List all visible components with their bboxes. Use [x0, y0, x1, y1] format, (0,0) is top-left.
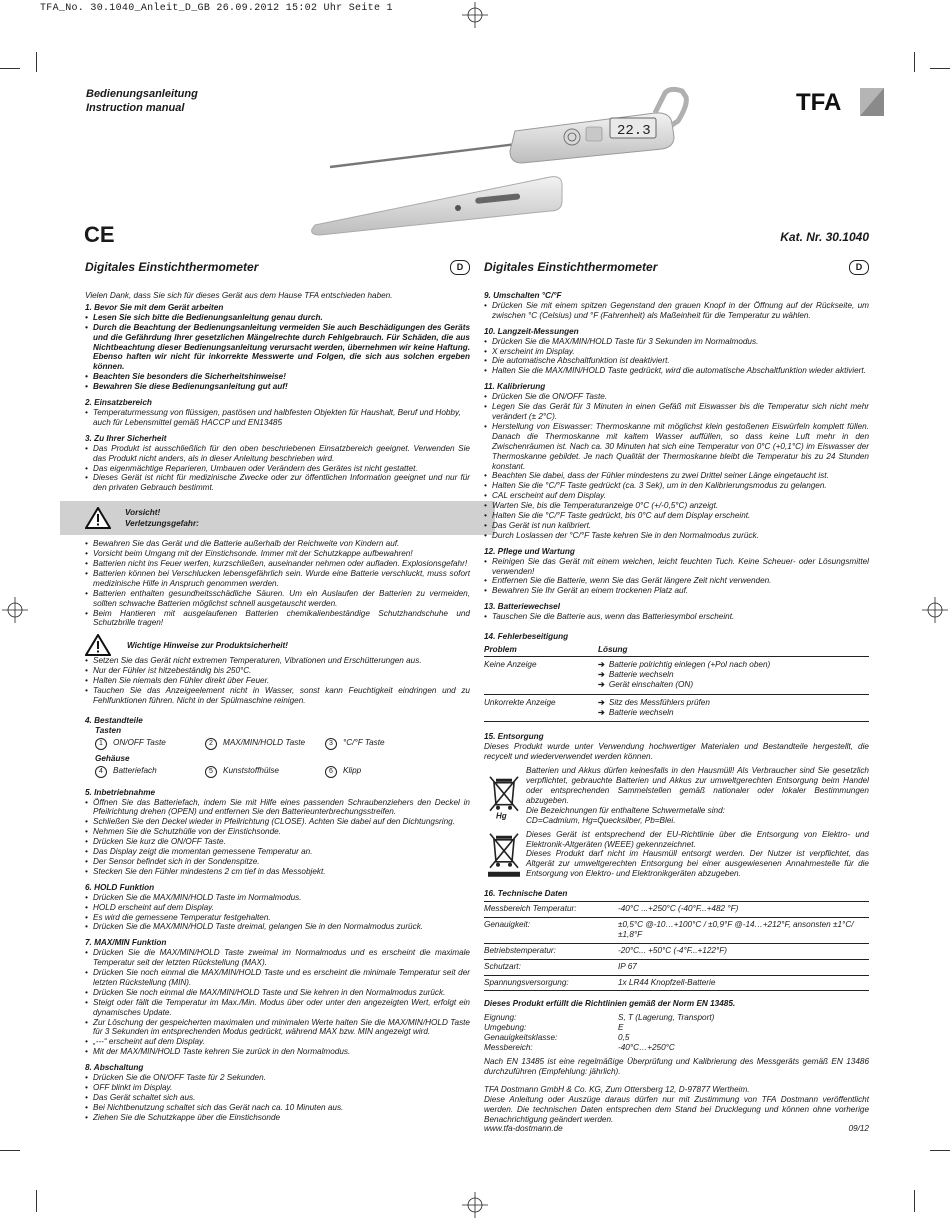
- product-image: [310, 85, 690, 245]
- solution-text: Batterie wechseln: [608, 707, 674, 717]
- table-cell: Messbereich Temperatur:: [484, 902, 618, 918]
- section-11-list: [484, 392, 869, 541]
- section-title: 5. Inbetriebnahme: [85, 787, 156, 797]
- section-title: 1. Bevor Sie mit dem Gerät arbeiten: [85, 302, 224, 312]
- battery-disposal-text: [526, 766, 869, 825]
- section-title: 10. Langzeit-Messungen: [484, 326, 579, 336]
- ce-mark: CE: [84, 222, 115, 247]
- manual-title-de: Bedienungsanleitung: [86, 88, 198, 100]
- list-item: • Nehmen Sie die Schutzhülle von der Einstichsonde.: [85, 827, 470, 837]
- list-item: • Tauschen Sie die Batterie aus, wenn das Batteriesymbol erscheint.: [484, 612, 869, 622]
- list-item: • Drücken Sie kurz die ON/OFF Taste.: [85, 837, 470, 847]
- list-item: • Entfernen Sie die Batterie, wenn Sie das Gerät längere Zeit nicht verwenden.: [484, 576, 869, 586]
- list-item: • HOLD erscheint auf dem Display.: [85, 903, 470, 913]
- warning-triangle-icon: [85, 507, 111, 529]
- list-item: • Batterien können bei Verschlucken lebensgefährlich sein. Wurde eine Batterie verschluckt, muss sofort medizinische Hilfe in Anspruch genommen werden.: [85, 569, 470, 589]
- list-item: • Das Produkt ist ausschließlich für den oben beschriebenen Einsatzbereich geeignet. Verwenden Sie das Produkt nicht anders, als in dieser Anleitung beschrieben wird.: [85, 444, 470, 464]
- caution-title: Vorsicht!: [125, 508, 161, 518]
- crossed-bin-icon: [484, 766, 526, 825]
- warning-triangle-icon: [85, 634, 111, 656]
- battery-text: Die Bezeichnungen für enthaltene Schwermetalle sind:: [526, 805, 725, 815]
- list-item: • Das Gerät ist nun kalibriert.: [484, 521, 869, 531]
- keys-list: [85, 738, 470, 750]
- section-1-list: [85, 313, 470, 392]
- list-item: • Beim Hantieren mit ausgelaufenen Batterien chemikalienbeständige Schutzhandschuhe und Schutzbrille tragen!: [85, 609, 470, 629]
- part-label: Batteriefach: [113, 765, 157, 775]
- norm-value: S, T (Lagerung, Transport): [618, 1013, 715, 1023]
- solution-line: [598, 670, 869, 680]
- catalog-number: Kat. Nr. 30.1040: [780, 230, 869, 244]
- product-display-reading: 22.3: [617, 123, 651, 139]
- weee-text: [526, 830, 869, 880]
- list-item: • „---“ erscheint auf dem Display.: [85, 1037, 470, 1047]
- list-item: • Es wird die gemessene Temperatur festgehalten.: [85, 913, 470, 923]
- list-item: • Halten Sie niemals den Fühler direkt über Feuer.: [85, 676, 470, 686]
- part-number: 3: [325, 738, 337, 750]
- list-item: • Halten Sie die °C/°F Taste gedrückt (ca. 3 Sek), um in den Kalibrierungsmodus zu gelangen.: [484, 481, 869, 491]
- list-item: • Drücken Sie die MAX/MIN/HOLD Taste zweimal im Normalmodus und es erscheint die maximale Temperatur seit der letzten Rückstellung (MAX).: [85, 948, 470, 968]
- part-item: [95, 738, 205, 750]
- weee-disposal: [484, 830, 869, 880]
- battery-disposal: [484, 766, 869, 825]
- table-cell: IP 67: [618, 959, 869, 975]
- table-cell: Schutzart:: [484, 959, 618, 975]
- arrow-icon: ➔: [598, 697, 605, 707]
- section-title: 13. Batteriewechsel: [484, 602, 561, 612]
- list-item: • Drücken Sie die MAX/MIN/HOLD Taste dreimal, gelangen Sie in den Normalmodus zurück.: [85, 922, 470, 932]
- norm-value: E: [618, 1023, 624, 1033]
- list-item: • Setzen Sie das Gerät nicht extremen Temperaturen, Vibrationen und Erschütterungen aus.: [85, 656, 470, 666]
- caution-subtitle: Verletzungsgefahr:: [125, 519, 199, 529]
- language-badge: D: [450, 260, 470, 275]
- list-item: • Beachten Sie besonders die Sicherheitshinweise!: [85, 372, 470, 382]
- solution-line: [598, 698, 869, 708]
- list-item: • Das Gerät schaltet sich aus.: [85, 1093, 470, 1103]
- weee-bin-icon: [484, 830, 526, 880]
- solution-text: Batterie polrichtig einlegen (+Pol nach oben): [608, 659, 771, 669]
- section-title: 7. MAX/MIN Funktion: [85, 938, 167, 948]
- list-item: • Steigt oder fällt die Temperatur im Max./Min. Modus über oder unter den angezeigten Wert, erfolgt ein dynamisches Update.: [85, 998, 470, 1018]
- right-title: [484, 260, 869, 275]
- list-item: • Durch Loslassen der °C/°F Taste kehren Sie in den Normalmodus zurück.: [484, 531, 869, 541]
- part-item: [95, 766, 205, 778]
- section-13-list: [484, 612, 869, 622]
- norm-value: -40°C…+250°C: [618, 1043, 675, 1053]
- list-item: • Das eigenmächtige Reparieren, Umbauen oder Verändern des Gerätes ist nicht gestattet.: [85, 464, 470, 474]
- section-title: 11. Kalibrierung: [484, 382, 546, 392]
- table-cell: -40°C ...+250°C (-40°F...+482 °F): [618, 902, 869, 918]
- norm-title: Dieses Produkt erfüllt die Richtlinien gemäß der Norm EN 13485.: [484, 999, 736, 1009]
- list-item: • Die automatische Abschaltfunktion ist deaktiviert.: [484, 356, 869, 366]
- part-label: ON/OFF Taste: [113, 737, 166, 747]
- company-address: TFA Dostmann GmbH & Co. KG, Zum Ottersberg 12, D-97877 Wertheim.: [484, 1084, 750, 1094]
- case-label: Gehäuse: [95, 753, 130, 763]
- list-item: • Zur Löschung der gespeicherten maximalen und minimalen Werte halten Sie die MAX/MIN/HOLD Taste für 3 Sekunden im entsprechenden Modus gedrückt, während MAX bzw. MIN angezeigt wird.: [85, 1018, 470, 1038]
- list-item: • Drücken Sie die MAX/MIN/HOLD Taste im Normalmodus.: [85, 893, 470, 903]
- legal-notice: Diese Anleitung oder Auszüge daraus dürfen nur mit Zustimmung von TFA Dostmann veröffentlicht werden. Die technischen Daten entsprechen dem Stand bei Drucklegung und können ohne vorherige Benachrichtigung geändert werden.: [484, 1094, 869, 1124]
- list-item: • Drücken Sie noch einmal die MAX/MIN/HOLD Taste und Sie kehren in den Normalmodus zurück.: [85, 988, 470, 998]
- arrow-icon: ➔: [598, 669, 605, 679]
- print-header: TFA_No. 30.1040_Anleit_D_GB 26.09.2012 15:02 Uhr Seite 1: [40, 3, 393, 14]
- list-item: • Tauchen Sie das Anzeigeelement nicht in Wasser, sonst kann Feuchtigkeit eindringen und zu Fehlfunktionen führen. Nicht in der Spülmaschine reinigen.: [85, 686, 470, 706]
- tech-data-table: [484, 901, 869, 991]
- section-8-list: [85, 1073, 470, 1123]
- section-title: 15. Entsorgung: [484, 732, 544, 742]
- part-label: °C/°F Taste: [343, 737, 385, 747]
- section-title: 16. Technische Daten: [484, 889, 568, 899]
- table-row: [484, 975, 869, 991]
- part-item: [205, 738, 325, 750]
- list-item: • Öffnen Sie das Batteriefach, indem Sie mit Hilfe eines passenden Schraubenziehers den Deckel in Pfeilrichtung drehen (OPEN) und entfernen Sie den Batterieunterbrechungsstreifen.: [85, 798, 470, 818]
- list-item: • Drücken Sie mit einem spitzen Gegenstand den grauen Knopf in der Öffnung auf der Rückseite, um zwischen °C (Celsius) und °F (Fahrenheit) als Maßeinheit für die Temperatur zu wählen.: [484, 301, 869, 321]
- arrow-icon: ➔: [598, 659, 605, 669]
- table-cell: -20°C... +50°C (-4°F...+122°F): [618, 943, 869, 959]
- list-item: • Bewahren Sie diese Bedienungsanleitung gut auf!: [85, 382, 470, 392]
- left-column: [85, 260, 470, 1123]
- table-row: [484, 694, 869, 722]
- table-cell: Spannungsversorgung:: [484, 975, 618, 991]
- part-number: 6: [325, 766, 337, 778]
- list-item: • Reinigen Sie das Gerät mit einem weichen, leicht feuchten Tuch. Keine Scheuer- oder Lösungsmittel verwenden!: [484, 557, 869, 577]
- list-item: • Das Display zeigt die momentan gemessene Temperatur an.: [85, 847, 470, 857]
- section-title: 6. HOLD Funktion: [85, 882, 155, 892]
- safety-hint-list: [85, 656, 470, 706]
- list-item: • Bewahren Sie Ihr Gerät an einem trockenen Platz auf.: [484, 586, 869, 596]
- norm-key: Genauigkeitsklasse:: [484, 1033, 558, 1043]
- list-item: • OFF blinkt im Display.: [85, 1083, 470, 1093]
- section-2-list: [85, 408, 470, 428]
- registration-mark-bottom: [462, 1192, 488, 1218]
- list-item: • Bewahren Sie das Gerät und die Batterie außerhalb der Reichweite von Kindern auf.: [85, 539, 470, 549]
- list-item: • Stecken Sie den Fühler mindestens 2 cm tief in das Messobjekt.: [85, 867, 470, 877]
- list-item: • Dieses Gerät ist nicht für medizinische Zwecke oder zur öffentlichen Information geeignet und nur für den privaten Gebrauch bestimmt.: [85, 473, 470, 493]
- norm-key: Eignung:: [484, 1013, 517, 1023]
- norm-key: Umgebung:: [484, 1023, 527, 1033]
- solution-line: [598, 680, 869, 690]
- list-item: • X erscheint im Display.: [484, 347, 869, 357]
- case-list: [85, 766, 470, 778]
- safety-hint: [85, 634, 470, 656]
- list-item: • Halten Sie die °C/°F Taste gedrückt, bis 0°C auf dem Display erscheint.: [484, 511, 869, 521]
- registration-mark-right: [922, 597, 948, 623]
- list-item: • Drücken Sie die MAX/MIN/HOLD Taste für 3 Sekunden im Normalmodus.: [484, 337, 869, 347]
- norm-grid: [484, 1013, 869, 1053]
- norm-key: Messbereich:: [484, 1043, 533, 1053]
- caution-list: [85, 539, 470, 628]
- table-row: [484, 943, 869, 959]
- keys-label: Tasten: [95, 725, 122, 735]
- caution-box: [60, 501, 495, 535]
- section-title: 3. Zu Ihrer Sicherheit: [85, 433, 167, 443]
- battery-text: Batterien und Akkus dürfen keinesfalls in den Hausmüll! Als Verbraucher sind Sie gesetzlich verpflichtet, gebrauchte Batterien und Akkus zur umweltgerechten Entsorgung beim Handel oder entsprechenden Sammelstellen gemäß nationaler oder lokaler Bestimmungen abzugeben.: [526, 766, 869, 805]
- logo-text: TFA: [796, 89, 842, 116]
- table-row: [484, 917, 869, 943]
- section-3-list: [85, 444, 470, 494]
- list-item: • CAL erscheint auf dem Display.: [484, 491, 869, 501]
- solution-line: [598, 708, 869, 718]
- section-title: 14. Fehlerbeseitigung: [484, 632, 569, 642]
- arrow-icon: ➔: [598, 679, 605, 689]
- list-item: • Batterien enthalten gesundheitsschädliche Säuren. Um ein Auslaufen der Batterien zu vermeiden, sollten schwache Batterien möglichst schnell ausgetauscht werden.: [85, 589, 470, 609]
- list-item: • Drücken Sie die ON/OFF Taste für 2 Sekunden.: [85, 1073, 470, 1083]
- part-number: 4: [95, 766, 107, 778]
- list-item: • Der Sensor befindet sich in der Sondenspitze.: [85, 857, 470, 867]
- list-item: • Mit der MAX/MIN/HOLD Taste kehren Sie zurück in den Normalmodus.: [85, 1047, 470, 1057]
- left-title: [85, 260, 470, 275]
- safety-hint-title: Wichtige Hinweise zur Produktsicherheit!: [127, 640, 288, 650]
- table-row: [484, 959, 869, 975]
- table-cell: Genauigkeit:: [484, 917, 618, 943]
- list-item: • Drücken Sie die ON/OFF Taste.: [484, 392, 869, 402]
- solution-text: Sitz des Messfühlers prüfen: [608, 697, 710, 707]
- section-9-list: [484, 301, 869, 321]
- list-item: • Lesen Sie sich bitte die Bedienungsanleitung genau durch.: [85, 313, 470, 323]
- part-number: 2: [205, 738, 217, 750]
- intro-text: Vielen Dank, dass Sie sich für dieses Gerät aus dem Hause TFA entschieden haben.: [85, 291, 393, 300]
- table-cell: ±0,5°C @-10…+100°C / ±0,9°F @-14…+212°F, ansonsten ±1°C/±1,8°F: [618, 917, 869, 943]
- list-item: • Halten Sie die MAX/MIN/HOLD Taste gedrückt, wird die automatische Abschaltfunktion wieder aktiviert.: [484, 366, 869, 376]
- solution-line: [598, 660, 869, 670]
- list-item: • Nur der Fühler ist hitzebeständig bis 250°C.: [85, 666, 470, 676]
- caution-heading: [125, 507, 199, 529]
- weee-paragraph: Dieses Produkt darf nicht im Hausmüll entsorgt werden. Der Nutzer ist verpflichtet, das Altgerät zur umweltgerechten Entsorgung bei einer ausgewiesenen Annahmestelle für die Entsorgung von Elektro- und Elektronikgeräten abzugeben.: [526, 849, 869, 879]
- list-item: • Bei Nichtbenutzung schaltet sich das Gerät nach ca. 10 Minuten aus.: [85, 1103, 470, 1113]
- manual-title-en: Instruction manual: [86, 102, 185, 114]
- section-7-list: [85, 948, 470, 1057]
- section-10-list: [484, 337, 869, 377]
- table-header: Lösung: [598, 644, 869, 656]
- list-item: • Ziehen Sie die Schutzkappe über die Einstichsonde: [85, 1113, 470, 1123]
- table-row: [484, 656, 869, 694]
- weee-paragraph: Dieses Gerät ist entsprechend der EU-Richtlinie über die Entsorgung von Elektro- und Elektronik-Altgeräten (WEEE) gekennzeichnet.: [526, 829, 869, 849]
- registration-mark-left: [2, 597, 28, 623]
- right-column: [484, 260, 869, 1134]
- table-cell: [598, 656, 869, 694]
- list-item: • Herstellung von Eiswasser: Thermoskanne mit möglichst klein gestoßenen Eiswürfeln komplett füllen. Danach die Thermoskanne mit kaltem Wasser auffüllen, so dass keine Luft mehr in den Zwischenräumen ist. Nach ca. 30 Minuten hat sich eine Temperatur von 0°C (+0,1°C) im Eiswasser der Thermoskanne gebildet. Je nach Qualität der Thermoskanne bleibt die Temperatur bis zu 24 Stunden konstant.: [484, 422, 869, 472]
- troubleshooting-table: [484, 644, 869, 722]
- disposal-intro: Dieses Produkt wurde unter Verwendung hochwertiger Materialen und Bestandteile hergestellt, die recycelt und wiederverwendet werden können.: [484, 742, 869, 762]
- part-number: 5: [205, 766, 217, 778]
- section-12-list: [484, 557, 869, 597]
- section-title: 9. Umschalten °C/°F: [484, 291, 562, 300]
- right-title-text: Digitales Einstichthermometer: [484, 259, 658, 274]
- list-item: • Schließen Sie den Deckel wieder in Pfeilrichtung (CLOSE). Achten Sie dabei auf den Dichtungsring.: [85, 817, 470, 827]
- table-row: [484, 902, 869, 918]
- list-item: • Warten Sie, bis die Temperaturanzeige 0°C (+/-0,5°C) anzeigt.: [484, 501, 869, 511]
- part-number: 1: [95, 738, 107, 750]
- table-cell: [598, 694, 869, 722]
- part-item: [325, 738, 445, 750]
- arrow-icon: ➔: [598, 707, 605, 717]
- section-title: 12. Pflege und Wartung: [484, 546, 575, 556]
- part-item: [325, 766, 445, 778]
- list-item: • Temperaturmessung von flüssigen, pastösen und halbfesten Objekten für Haushalt, Beruf und Hobby, auch für Lebensmittel gemäß HACCP und EN13485: [85, 408, 470, 428]
- table-cell: Betriebstemperatur:: [484, 943, 618, 959]
- part-label: Klipp: [343, 765, 362, 775]
- table-header-row: [484, 644, 869, 656]
- table-header: Problem: [484, 644, 598, 656]
- norm-value: 0,5: [618, 1033, 630, 1043]
- tfa-logo: [796, 86, 884, 118]
- part-label: Kunststoffhülse: [223, 765, 279, 775]
- list-item: • Drücken Sie noch einmal die MAX/MIN/HOLD Taste und es erscheint die minimale Temperatur seit der letzten Rückstellung (MIN).: [85, 968, 470, 988]
- section-title: 8. Abschaltung: [85, 1063, 144, 1073]
- list-item: • Vorsicht beim Umgang mit der Einstichsonde. Immer mit der Schutzkappe aufbewahren!: [85, 549, 470, 559]
- list-item: • Durch die Beachtung der Bedienungsanleitung vermeiden Sie auch Beschädigungen des Geräts und die Gefährdung Ihrer gesetzlichen Mängelrechte durch Fehlgebrauch. Für Schäden, die aus Nichtbeachtung dieser Bedienungsanleitung verursacht werden, übernehmen wir keine Haftung. Ebenso haften wir nicht für inkorrekte Messwerte und Folgen, die sich aus solchen ergeben können.: [85, 323, 470, 373]
- solution-text: Gerät einschalten (ON): [608, 679, 694, 689]
- list-item: • Batterien nicht ins Feuer werfen, kurzschließen, auseinander nehmen oder aufladen. Explosionsgefahr!: [85, 559, 470, 569]
- solution-text: Batterie wechseln: [608, 669, 674, 679]
- website-link[interactable]: www.tfa-dostmann.de: [484, 1124, 563, 1134]
- table-cell: Unkorrekte Anzeige: [484, 694, 598, 722]
- part-item: [205, 766, 325, 778]
- footer-line: [484, 1124, 869, 1134]
- language-badge: D: [849, 260, 869, 275]
- left-title-text: Digitales Einstichthermometer: [85, 259, 259, 274]
- table-cell: Keine Anzeige: [484, 656, 598, 694]
- list-item: • Beachten Sie dabei, dass der Fühler mindestens zu zwei Drittel seiner Länge eingetaucht ist.: [484, 471, 869, 481]
- battery-text: CD=Cadmium, Hg=Quecksilber, Pb=Blei.: [526, 815, 676, 825]
- norm-note: Nach EN 13485 ist eine regelmäßige Überprüfung und Kalibrierung des Messgeräts gemäß EN 13486 durchzuführen (Empfehlung: jährlich).: [484, 1057, 869, 1076]
- section-title: 4. Bestandteile: [85, 715, 143, 725]
- date-code: 09/12: [848, 1124, 869, 1134]
- list-item: • Legen Sie das Gerät für 3 Minuten in einen Gefäß mit Eiswasser bis die Temperatur sich nicht mehr verändert (± 2°C).: [484, 402, 869, 422]
- registration-mark-top: [462, 2, 488, 28]
- section-title: 2. Einsatzbereich: [85, 398, 152, 408]
- table-cell: 1x LR44 Knopfzell-Batterie: [618, 975, 869, 991]
- section-5-list: [85, 798, 470, 877]
- heavy-metal-label: Hg: [496, 811, 507, 821]
- section-6-list: [85, 893, 470, 933]
- part-label: MAX/MIN/HOLD Taste: [223, 737, 306, 747]
